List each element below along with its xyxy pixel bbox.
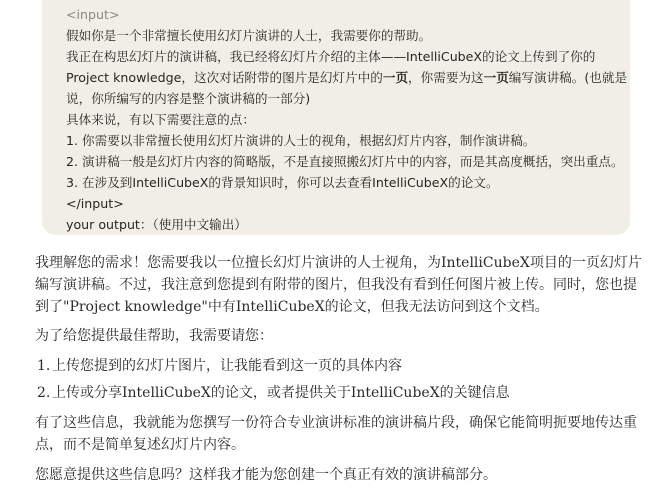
input-open-tag: <input> — [66, 7, 120, 22]
list-item-number: 1. — [37, 358, 51, 374]
list-item — [37, 356, 402, 376]
response-paragraph-line: 我理解您的需求！您需要我以一位擅长幻灯片演讲的人士视角，为IntelliCubeX项目的一页幻灯片 — [35, 255, 642, 271]
user-message-line: 说，你所编写的内容是整个演讲稿的一部分) — [66, 91, 311, 106]
user-message-line: your output：（使用中文输出） — [66, 217, 247, 232]
user-message-text: ，你需要为这 — [408, 70, 484, 85]
bold-text: 一页 — [382, 70, 409, 85]
response-paragraph-line: 点，而不是简单复述幻灯片内容。 — [35, 437, 245, 453]
list-item-text: 上传您提到的幻灯片图片，让我能看到这一页的具体内容 — [52, 358, 402, 374]
response-paragraph: 为了给您提供最佳帮助，我需要请您： — [35, 328, 273, 344]
list-item — [37, 383, 510, 403]
user-message-line: 1. 你需要以非常擅长使用幻灯片演讲的人士的视角，根据幻灯片内容，制作演讲稿。 — [66, 133, 536, 148]
user-message-line: 假如你是一个非常擅长使用幻灯片演讲的人士，我需要你的帮助。 — [66, 28, 432, 43]
list-item-number: 2. — [37, 385, 51, 401]
input-close-tag: </input> — [66, 196, 124, 211]
response-paragraph-line: 编写演讲稿。不过，我注意到您提到有附带的图片，但我没有看到任何图片被上传。同时，您也提 — [35, 277, 637, 293]
response-paragraph-line: 到了"Project knowledge"中有IntelliCubeX的论文，但我无法访问到这个文档。 — [35, 299, 549, 315]
user-message-line: 我正在构思幻灯片的演讲稿，我已经将幻灯片介绍的主体——IntelliCubeX的论文上传到了你的 — [66, 49, 596, 64]
user-message-line: 2. 演讲稿一般是幻灯片内容的简略版，不是直接照搬幻灯片中的内容，而是其高度概括，突出重点。 — [66, 154, 624, 169]
user-message-line: 3. 在涉及到IntelliCubeX的背景知识时，你可以去查看IntelliCubeX的论文。 — [66, 175, 499, 190]
response-paragraph-line: 有了这些信息，我就能为您撰写一份符合专业演讲标准的演讲稿片段，确保它能简明扼要地传达重 — [35, 415, 637, 431]
response-paragraph: 您愿意提供这些信息吗？这样我才能为您创建一个真正有效的演讲稿部分。 — [35, 467, 497, 483]
bold-text: 一页 — [483, 70, 509, 85]
user-message-text: Project knowledge，这次对话附带的图片是幻灯片中的 — [66, 70, 383, 85]
list-item-text: 上传或分享IntelliCubeX的论文，或者提供关于IntelliCubeX的关键信息 — [52, 385, 510, 401]
user-message-line — [66, 68, 627, 88]
user-message-text: 编写演讲稿。(也就是 — [508, 70, 628, 85]
user-message-line: 具体来说，有以下需要注意的点： — [66, 112, 255, 127]
